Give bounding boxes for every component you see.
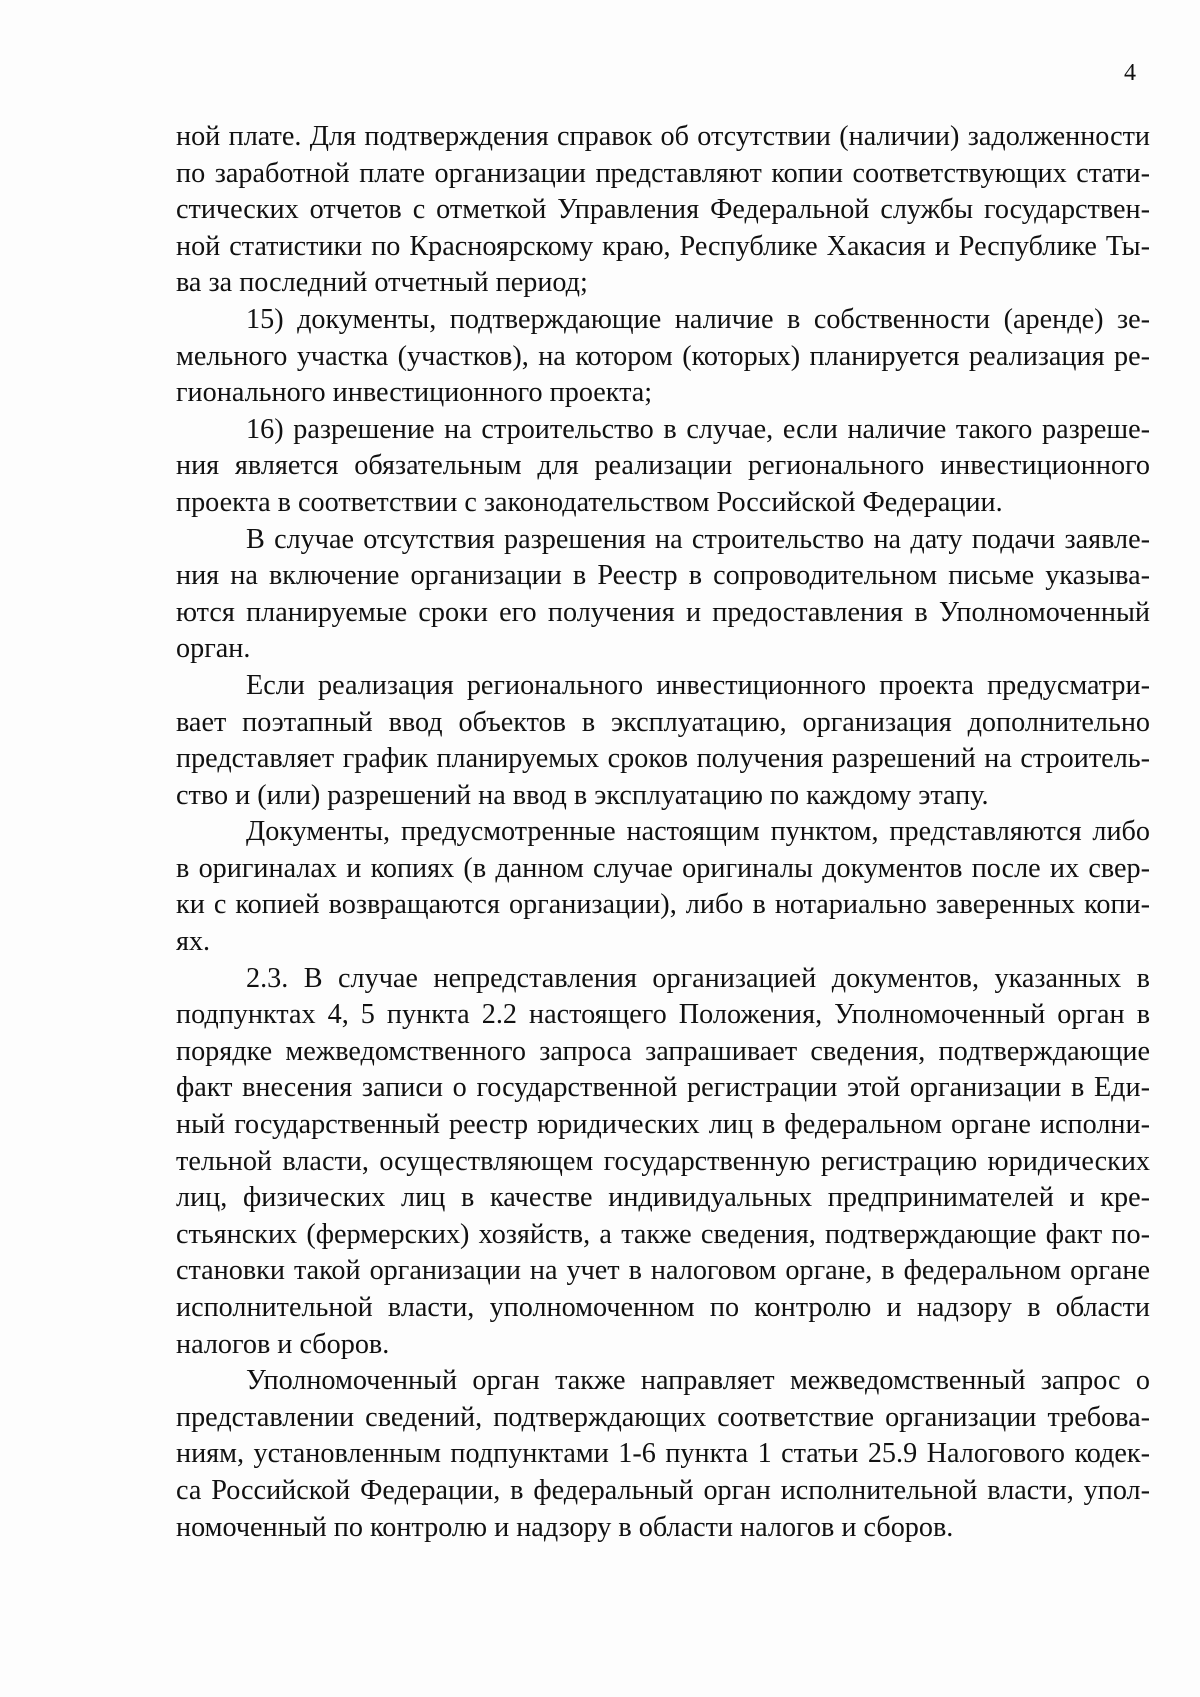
text-line: са Российской Федерации, в федеральный орган исполнительной власти, упол- <box>176 1474 1150 1506</box>
text-line: Уполномоченный орган также направляет межведомственный запрос о <box>246 1365 1150 1397</box>
text-line: орган. <box>176 633 251 665</box>
text-line: подпунктах 4, 5 пункта 2.2 настоящего Положения, Уполномоченный орган в <box>176 999 1150 1031</box>
document-body <box>176 119 1150 1546</box>
paragraph <box>176 961 1150 1364</box>
text-line: гионального инвестиционного проекта; <box>176 377 653 409</box>
text-line: проекта в соответствии с законодательством Российской Федерации. <box>176 486 1003 518</box>
text-line: 15) документы, подтверждающие наличие в собственности (аренде) зе- <box>246 303 1150 335</box>
paragraph <box>176 668 1150 814</box>
paragraph <box>176 119 1150 302</box>
paragraph <box>176 814 1150 960</box>
text-line: Если реализация регионального инвестиционного проекта предусматри- <box>246 669 1150 701</box>
text-line: становки такой организации на учет в налоговом органе, в федеральном органе <box>176 1255 1150 1287</box>
text-line: порядке межведомственного запроса запрашивает сведения, подтверждающие <box>176 1035 1150 1067</box>
text-line: стьянских (фермерских) хозяйств, а также сведения, подтверждающие факт по- <box>176 1218 1150 1250</box>
text-line: в оригиналах и копиях (в данном случае оригиналы документов после их свер- <box>176 852 1150 884</box>
text-line: стических отчетов с отметкой Управления Федеральной службы государствен- <box>176 194 1150 226</box>
text-line: ях. <box>176 926 211 958</box>
text-line: ки с копией возвращаются организации), либо в нотариально заверенных копи- <box>176 889 1150 921</box>
text-line: факт внесения записи о государственной регистрации этой организации в Еди- <box>176 1072 1150 1104</box>
text-line: номоченный по контролю и надзору в области налогов и сборов. <box>176 1511 954 1543</box>
text-line: 16) разрешение на строительство в случае, если наличие такого разреше- <box>246 413 1150 445</box>
text-line: Документы, предусмотренные настоящим пунктом, представляются либо <box>246 816 1150 848</box>
text-line: налогов и сборов. <box>176 1328 390 1360</box>
text-line: мельного участка (участков), на котором (которых) планируется реализация ре- <box>176 340 1150 372</box>
text-line: лиц, физических лиц в качестве индивидуальных предпринимателей и кре- <box>176 1182 1150 1214</box>
paragraph <box>176 412 1150 522</box>
page-number: 4 <box>1124 60 1136 86</box>
text-line: ва за последний отчетный период; <box>176 267 588 299</box>
text-line: ются планируемые сроки его получения и предоставления в Уполномоченный <box>176 596 1150 628</box>
paragraph <box>176 522 1150 668</box>
text-line: ния является обязательным для реализации регионального инвестиционного <box>176 450 1150 482</box>
text-line: ный государственный реестр юридических лиц в федеральном органе исполни- <box>176 1109 1150 1141</box>
text-line: исполнительной власти, уполномоченном по контролю и надзору в области <box>176 1292 1150 1323</box>
text-line: 2.3. В случае непредставления организацией документов, указанных в <box>246 962 1150 994</box>
text-line: представляет график планируемых сроков получения разрешений на строитель- <box>176 743 1150 775</box>
text-line: ниям, установленным подпунктами 1-6 пункта 1 статьи 25.9 Налогового кодек- <box>176 1438 1150 1470</box>
text-line: вает поэтапный ввод объектов в эксплуатацию, организация дополнительно <box>176 706 1150 738</box>
text-line: представлении сведений, подтверждающих соответствие организации требова- <box>176 1401 1150 1433</box>
text-line: ной плате. Для подтверждения справок об отсутствии (наличии) задолженности <box>176 121 1150 152</box>
text-line: ния на включение организации в Реестр в сопроводительном письме указыва- <box>176 560 1150 592</box>
text-line: по заработной плате организации представляют копии соответствующих стати- <box>176 157 1150 189</box>
text-line: тельной власти, осуществляющем государственную регистрацию юридических <box>176 1145 1150 1177</box>
text-line: ство и (или) разрешений на ввод в эксплуатацию по каждому этапу. <box>176 779 989 811</box>
text-line: ной статистики по Красноярскому краю, Республике Хакасия и Республике Ты- <box>176 230 1150 262</box>
text-line: В случае отсутствия разрешения на строительство на дату подачи заявле- <box>246 523 1150 555</box>
paragraph <box>176 1363 1150 1546</box>
paragraph <box>176 302 1150 412</box>
